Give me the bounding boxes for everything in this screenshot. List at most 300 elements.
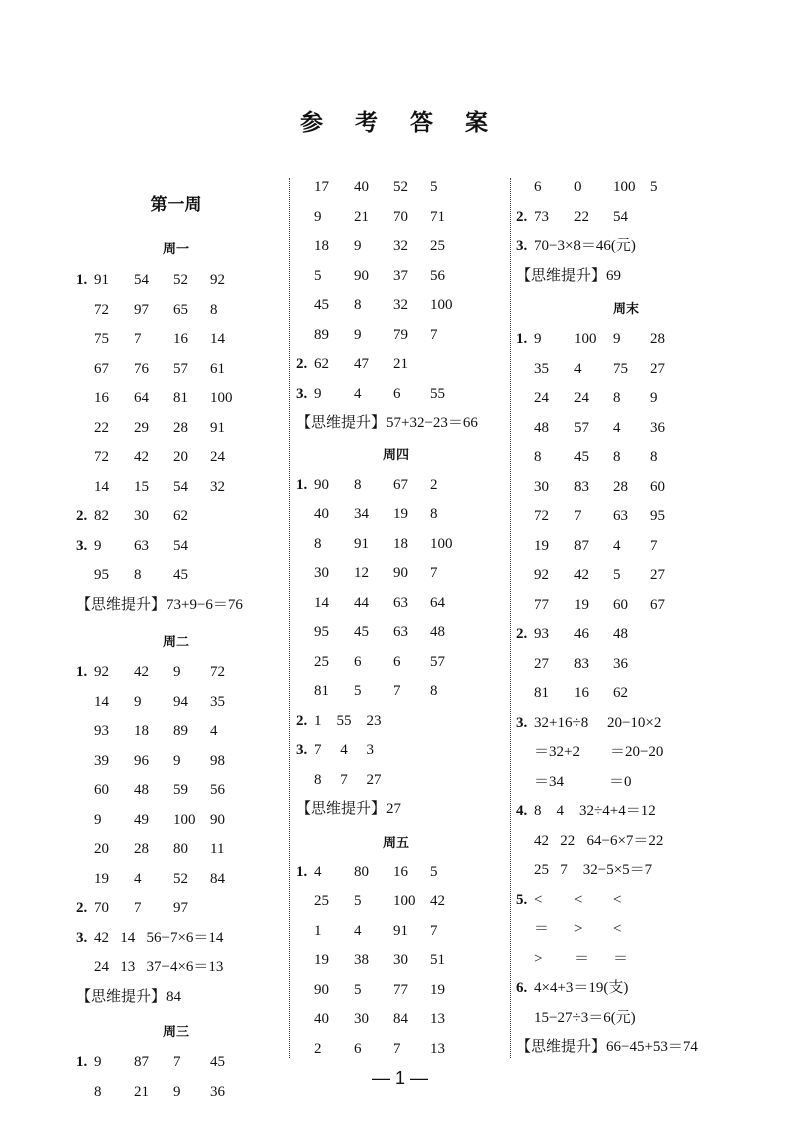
answer-row: [296, 979, 496, 1001]
answer-cell: 40: [314, 506, 329, 522]
answer-cell: 96: [134, 752, 149, 769]
answer-cell: 18: [134, 723, 149, 739]
answer-cell: 30: [314, 565, 329, 581]
answer-row: [296, 294, 496, 316]
answer-row: [296, 265, 496, 287]
answer-cell: 94: [173, 693, 188, 710]
answer-row: [76, 927, 276, 949]
answer-cell: 8: [534, 449, 542, 465]
answer-cell: 90: [314, 476, 329, 493]
answer-row: [296, 474, 496, 496]
answer-cell: 8: [650, 449, 658, 465]
answer-cell: 8: [354, 297, 362, 313]
answer-cell: 57: [173, 360, 188, 377]
answer-cell: <: [613, 921, 622, 937]
answer-cell: 48: [430, 624, 445, 640]
answer-cell: 20: [173, 449, 188, 465]
answer-row: [516, 859, 736, 881]
answer-row: [516, 176, 736, 198]
answer-row: [296, 206, 496, 228]
answer-cell: 100: [210, 390, 233, 406]
answer-cell: 4: [574, 360, 582, 377]
answer-cell: 47: [354, 356, 369, 372]
answer-cell: 19: [534, 537, 549, 554]
answer-cell: 14: [94, 478, 109, 495]
question-number: 2.: [516, 208, 528, 225]
question-number: 1.: [296, 476, 308, 493]
answer-row: [516, 328, 736, 350]
answer-row: [296, 949, 496, 971]
answer-cell: 45: [354, 624, 369, 640]
answer-cell: 9: [173, 1083, 181, 1100]
answer-cell: 9: [173, 752, 181, 769]
answer-cell: 9: [534, 331, 542, 347]
day-heading-tue: 周二: [162, 635, 189, 650]
answer-cell: 8: [430, 506, 438, 522]
answer-cell: 8: [314, 535, 322, 552]
answer-cell: 5: [430, 863, 438, 880]
answer-row: [516, 594, 736, 616]
answer-cell: 80: [173, 841, 188, 857]
answer-cell: 22: [574, 208, 589, 225]
answer-cell: <: [534, 891, 543, 908]
answer-row: [76, 897, 276, 919]
answer-cell: 16: [173, 331, 188, 347]
answer-row: [516, 623, 736, 645]
answer-row: [516, 206, 736, 228]
answer-cell: 9: [354, 238, 362, 254]
answer-text: 【思维提升】73+9−6＝76: [76, 596, 243, 613]
answer-cell: 28: [613, 478, 628, 495]
answer-cell: 6: [354, 653, 362, 670]
answer-cell: 6: [393, 385, 401, 402]
answer-text: ＝32+2 ＝20−20: [534, 744, 664, 760]
answer-cell: 92: [210, 272, 225, 288]
question-number: 2.: [76, 900, 88, 916]
answer-cell: 92: [534, 567, 549, 583]
answer-cell: 25: [314, 893, 329, 909]
answer-cell: 4: [354, 385, 362, 402]
answer-cell: 7: [650, 537, 658, 554]
answer-row: [516, 712, 736, 734]
answer-row: [296, 890, 496, 912]
answer-cell: 28: [650, 331, 665, 347]
answer-cell: 8: [613, 449, 621, 465]
answer-row: [516, 889, 736, 911]
answer-cell: 4: [613, 419, 621, 436]
answer-cell: 46: [574, 626, 589, 642]
answer-row: [296, 710, 496, 732]
answer-row: [296, 798, 496, 820]
answer-cell: 92: [94, 664, 109, 680]
answer-cell: 100: [430, 535, 453, 552]
answer-cell: 9: [134, 693, 142, 710]
answer-row: [296, 739, 496, 761]
answer-cell: 93: [534, 626, 549, 642]
answer-cell: 5: [314, 267, 322, 284]
answer-text: 【思维提升】57+32−23＝66: [296, 415, 478, 431]
column-divider-2: [510, 178, 511, 1058]
answer-cell: 64: [134, 390, 149, 406]
answer-cell: ＝: [613, 950, 629, 967]
answer-row: [296, 412, 496, 434]
answer-cell: 63: [613, 508, 628, 524]
answer-cell: 90: [393, 565, 408, 581]
answer-cell: 40: [314, 1011, 329, 1027]
answer-cell: 42: [574, 567, 589, 583]
question-number: 1.: [296, 863, 308, 880]
answer-cell: 62: [173, 508, 188, 524]
answer-row: [76, 661, 276, 683]
answer-cell: 7: [574, 508, 582, 524]
answer-cell: 7: [393, 683, 401, 699]
answer-row: [516, 977, 736, 999]
answer-cell: 22: [94, 419, 109, 436]
answer-row: [516, 476, 736, 498]
answer-row: [296, 176, 496, 198]
answer-cell: 32: [393, 238, 408, 254]
answer-row: [76, 838, 276, 860]
answer-cell: 64: [430, 594, 445, 611]
answer-cell: 77: [393, 981, 408, 998]
answer-cell: 72: [210, 664, 225, 680]
answer-cell: 4: [613, 537, 621, 554]
answer-cell: 71: [430, 208, 445, 225]
answer-cell: 4: [354, 922, 362, 939]
answer-cell: 19: [430, 981, 445, 998]
answer-cell: 13: [430, 1011, 445, 1027]
answer-cell: 87: [134, 1054, 149, 1070]
answer-cell: 79: [393, 326, 408, 343]
answer-cell: 9: [173, 664, 181, 680]
answer-cell: >: [574, 921, 583, 937]
question-number: 3.: [296, 742, 308, 758]
answer-row: [296, 533, 496, 555]
answer-cell: 100: [574, 331, 597, 347]
answer-cell: 7: [393, 1040, 401, 1057]
answer-cell: 67: [650, 596, 665, 613]
answer-cell: 7: [134, 900, 142, 916]
answer-cell: 29: [134, 419, 149, 436]
answer-text: 24 13 37−4×6＝13: [94, 959, 224, 975]
answer-cell: 65: [173, 301, 188, 318]
answer-cell: 54: [613, 208, 628, 225]
answer-cell: 7: [430, 326, 438, 343]
answer-cell: 95: [650, 508, 665, 524]
answer-cell: 91: [393, 922, 408, 939]
answer-row: [516, 741, 736, 763]
question-number: 2.: [296, 712, 308, 729]
answer-row: [76, 417, 276, 439]
answer-cell: 56: [210, 782, 225, 798]
answer-row: [516, 948, 736, 970]
answer-cell: 63: [393, 624, 408, 640]
question-number: 2.: [296, 356, 308, 372]
answer-row: [516, 800, 736, 822]
answer-cell: 81: [314, 683, 329, 699]
answer-cell: 44: [354, 594, 369, 611]
answer-cell: 9: [94, 537, 102, 554]
answer-cell: 17: [314, 179, 329, 195]
answer-cell: 7: [134, 331, 142, 347]
answer-cell: 90: [314, 981, 329, 998]
answer-cell: 24: [534, 390, 549, 406]
answer-cell: 12: [354, 565, 369, 581]
day-heading-fri: 周五: [382, 835, 409, 851]
answer-cell: 35: [210, 693, 225, 710]
answer-row: [516, 830, 736, 852]
answer-row: [76, 564, 276, 586]
question-number: 1.: [516, 331, 528, 347]
answer-cell: 36: [613, 655, 628, 672]
answer-row: [296, 680, 496, 702]
answer-cell: 82: [94, 508, 109, 524]
week-heading: 第一周: [150, 195, 202, 215]
answer-row: [516, 771, 736, 793]
answer-cell: 2: [430, 476, 438, 493]
answer-cell: 25: [430, 238, 445, 254]
answer-cell: 15: [134, 478, 149, 495]
answer-cell: 8: [210, 301, 218, 318]
answer-cell: 70: [393, 208, 408, 225]
answer-cell: 89: [314, 326, 329, 343]
answer-cell: 83: [574, 655, 589, 672]
question-number: 1.: [76, 664, 88, 680]
question-number: 2.: [76, 508, 88, 524]
answer-row: [516, 653, 736, 675]
answer-row: [76, 750, 276, 772]
answer-cell: 91: [354, 535, 369, 552]
answer-row: [296, 592, 496, 614]
answer-row: [516, 564, 736, 586]
answer-text: 【思维提升】66−45+53＝74: [516, 1039, 698, 1055]
answer-row: [76, 358, 276, 380]
answer-text: 7 4 3: [314, 742, 374, 758]
answer-row: [76, 299, 276, 321]
answer-cell: 75: [613, 360, 628, 377]
answer-text: 8 7 27: [314, 771, 382, 788]
answer-row: [76, 809, 276, 831]
answer-cell: 38: [354, 952, 369, 968]
answer-row: [296, 920, 496, 942]
answer-cell: 91: [210, 419, 225, 436]
answer-row: [516, 446, 736, 468]
answer-cell: 0: [574, 179, 582, 195]
answer-cell: 100: [393, 893, 416, 909]
answer-cell: 4: [314, 863, 322, 880]
answer-row: [516, 235, 736, 257]
answer-text: 【思维提升】84: [76, 988, 182, 1005]
answer-cell: 5: [354, 683, 362, 699]
answer-cell: ＝: [534, 921, 550, 937]
answer-cell: 5: [354, 893, 362, 909]
answer-row: [296, 769, 496, 791]
question-number: 1.: [76, 1054, 88, 1070]
answer-cell: 24: [574, 390, 589, 406]
answer-cell: 60: [94, 782, 109, 798]
answer-cell: 27: [650, 360, 665, 377]
answer-cell: 19: [94, 870, 109, 887]
answer-cell: 18: [314, 238, 329, 254]
answer-cell: <: [574, 891, 583, 908]
answer-row: [296, 503, 496, 525]
answer-cell: 100: [430, 297, 453, 313]
answer-row: [76, 328, 276, 350]
answer-row: [516, 417, 736, 439]
answer-cell: <: [613, 891, 622, 908]
answer-cell: 49: [134, 811, 149, 828]
answer-cell: 32: [210, 478, 225, 495]
answer-cell: 37: [393, 267, 408, 284]
answer-cell: 48: [534, 419, 549, 436]
answer-cell: 21: [354, 208, 369, 225]
answer-cell: 63: [134, 537, 149, 554]
question-number: 4.: [516, 803, 528, 819]
answer-row: [296, 324, 496, 346]
answer-cell: 30: [134, 508, 149, 524]
answer-cell: 77: [534, 596, 549, 613]
question-number: 6.: [516, 980, 528, 996]
answer-cell: 16: [574, 685, 589, 701]
answer-cell: 5: [613, 567, 621, 583]
question-number: 3.: [516, 238, 528, 254]
answer-row: [76, 986, 276, 1008]
answer-cell: 90: [210, 811, 225, 828]
answer-cell: 4: [134, 870, 142, 887]
answer-cell: 60: [650, 478, 665, 495]
answer-text: 42 14 56−7×6＝14: [94, 929, 224, 946]
question-number: 2.: [516, 626, 528, 642]
answer-cell: 70: [94, 900, 109, 916]
answer-cell: ＝: [574, 950, 590, 967]
answer-cell: 93: [94, 723, 109, 739]
answer-cell: 21: [393, 356, 408, 372]
answer-cell: 16: [94, 390, 109, 406]
answer-cell: 36: [650, 419, 665, 436]
answer-cell: 7: [430, 922, 438, 939]
answer-cell: 97: [134, 301, 149, 318]
answer-row: [76, 535, 276, 557]
answer-row: [296, 1008, 496, 1030]
answer-cell: 57: [574, 419, 589, 436]
answer-cell: 45: [574, 449, 589, 465]
answer-row: [516, 918, 736, 940]
answer-row: [296, 651, 496, 673]
answer-cell: 6: [534, 179, 542, 195]
answer-cell: 19: [574, 596, 589, 613]
answer-row: [76, 387, 276, 409]
answer-row: [76, 779, 276, 801]
answer-cell: 84: [210, 870, 225, 887]
answer-cell: 42: [134, 449, 149, 465]
page-number: — 1 —: [371, 1068, 428, 1088]
answer-text: 【思维提升】27: [296, 801, 402, 817]
answer-cell: 83: [574, 478, 589, 495]
answer-cell: 90: [354, 267, 369, 284]
answer-cell: 18: [393, 535, 408, 552]
answer-cell: 75: [94, 331, 109, 347]
answer-cell: 5: [430, 179, 438, 195]
answer-cell: 2: [314, 1040, 322, 1057]
answer-row: [296, 235, 496, 257]
question-number: 1.: [76, 272, 88, 288]
answer-cell: 54: [134, 272, 149, 288]
answer-row: [296, 621, 496, 643]
answer-cell: 63: [393, 594, 408, 611]
answer-cell: 95: [94, 567, 109, 583]
answer-cell: 54: [173, 478, 188, 495]
answer-row: [76, 505, 276, 527]
answer-cell: 32: [393, 297, 408, 313]
answer-cell: 42: [134, 664, 149, 680]
answer-cell: 5: [354, 981, 362, 998]
answer-cell: 52: [393, 179, 408, 195]
page-title: 参 考 答 案: [299, 110, 501, 136]
answer-cell: 36: [210, 1083, 225, 1100]
answer-cell: 97: [173, 900, 188, 916]
day-heading-mon: 周一: [162, 242, 189, 257]
answer-cell: 91: [94, 272, 109, 288]
answer-row: [516, 1007, 736, 1029]
answer-cell: 27: [650, 567, 665, 583]
answer-cell: 72: [94, 449, 109, 465]
answer-cell: 25: [314, 653, 329, 670]
answer-cell: 30: [354, 1011, 369, 1027]
answer-cell: 100: [613, 179, 636, 195]
answer-cell: 9: [613, 331, 621, 347]
answer-cell: 67: [94, 360, 109, 377]
answer-cell: 81: [534, 685, 549, 701]
answer-text: 32+16÷8 20−10×2: [534, 714, 662, 731]
answer-cell: 72: [534, 508, 549, 524]
answer-row: [296, 861, 496, 883]
answer-cell: 48: [613, 626, 628, 642]
answer-cell: 80: [354, 863, 369, 880]
answer-cell: 5: [650, 179, 658, 195]
answer-cell: 34: [354, 506, 369, 522]
answer-cell: 55: [430, 385, 445, 402]
answer-row: [76, 446, 276, 468]
answer-cell: 7: [173, 1054, 181, 1070]
answer-cell: 57: [430, 653, 445, 670]
answer-row: [296, 353, 496, 375]
answer-cell: 60: [613, 596, 628, 613]
answer-cell: 56: [430, 267, 445, 284]
answer-cell: 45: [173, 567, 188, 583]
answer-cell: 98: [210, 752, 225, 769]
answer-text: 1 55 23: [314, 712, 382, 729]
answer-cell: 28: [173, 419, 188, 436]
answer-cell: 24: [210, 449, 225, 465]
day-heading-thu: 周四: [382, 447, 409, 463]
answer-cell: 11: [210, 841, 225, 857]
day-heading-weekend: 周末: [612, 302, 639, 317]
answer-cell: 8: [134, 567, 142, 583]
answer-cell: 95: [314, 624, 329, 640]
answer-text: 42 22 64−6×7＝22: [534, 832, 664, 849]
answer-text: 4×4+3＝19(支): [534, 980, 629, 996]
question-number: 3.: [76, 537, 88, 554]
answer-cell: 52: [173, 870, 188, 887]
answer-row: [76, 956, 276, 978]
answer-cell: 14: [210, 331, 225, 347]
answer-cell: 20: [94, 841, 109, 857]
answer-cell: 9: [94, 811, 102, 828]
answer-cell: 8: [354, 476, 362, 493]
question-number: 3.: [76, 929, 88, 946]
answer-row: [516, 1036, 736, 1058]
answer-cell: 40: [354, 179, 369, 195]
